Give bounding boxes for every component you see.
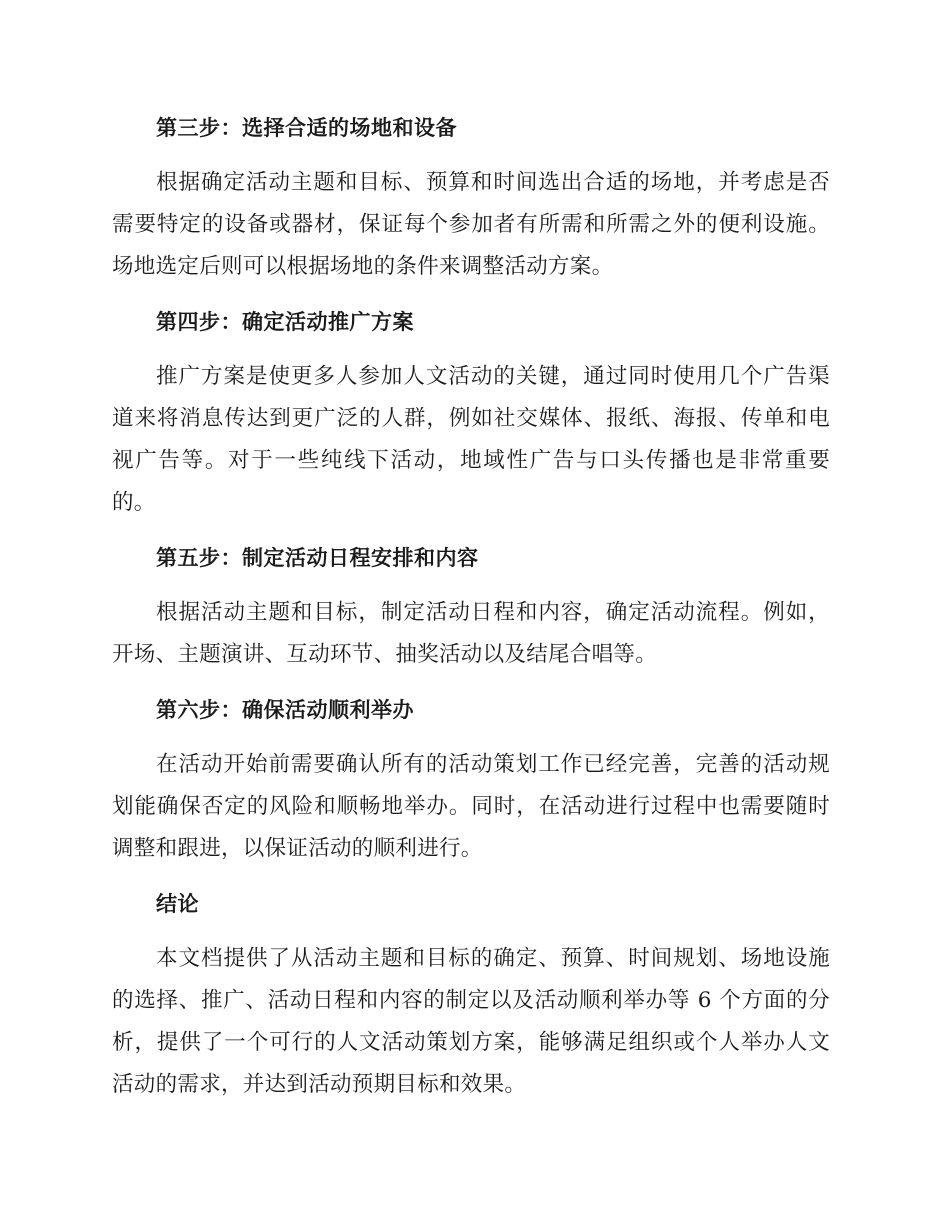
section-heading: 第六步：确保活动顺利举办 xyxy=(156,697,414,722)
section-heading: 第四步：确定活动推广方案 xyxy=(156,309,414,334)
section-paragraph: 在活动开始前需要确认所有的活动策划工作已经完善，完善的活动规划能确保否定的风险和顺畅地举办。同时，在活动进行过程中也需要随时调整和跟进，以保证活动的顺利进行。 xyxy=(112,752,830,861)
section-heading: 结论 xyxy=(156,891,199,916)
section-heading: 第三步：选择合适的场地和设备 xyxy=(156,115,457,140)
section-step-three xyxy=(112,108,830,288)
section-paragraph: 推广方案是使更多人参加人文活动的关键，通过同时使用几个广告渠道来将消息传达到更广泛的人群，例如社交媒体、报纸、海报、传单和电视广告等。对于一些纯线下活动，地域性广告与口头传播也是非常重要的。 xyxy=(112,364,830,515)
section-step-four xyxy=(112,302,830,524)
section-paragraph: 根据确定活动主题和目标、预算和时间选出合适的场地，并考虑是否需要特定的设备或器材，保证每个参加者有所需和所需之外的便利设施。场地选定后则可以根据场地的条件来调整活动方案。 xyxy=(112,170,830,279)
section-paragraph: 本文档提供了从活动主题和目标的确定、预算、时间规划、场地设施的选择、推广、活动日程和内容的制定以及活动顺利举办等 6 个方面的分析，提供了一个可行的人文活动策划方案，能够满足组织或个人举办人文活动的需求，并达到活动预期目标和效果。 xyxy=(112,946,830,1097)
section-step-five xyxy=(112,538,830,676)
section-step-six xyxy=(112,690,830,870)
section-conclusion xyxy=(112,884,830,1106)
section-heading: 第五步：制定活动日程安排和内容 xyxy=(156,545,479,570)
section-paragraph: 根据活动主题和目标，制定活动日程和内容，确定活动流程。例如，开场、主题演讲、互动环节、抽奖活动以及结尾合唱等。 xyxy=(112,600,830,667)
